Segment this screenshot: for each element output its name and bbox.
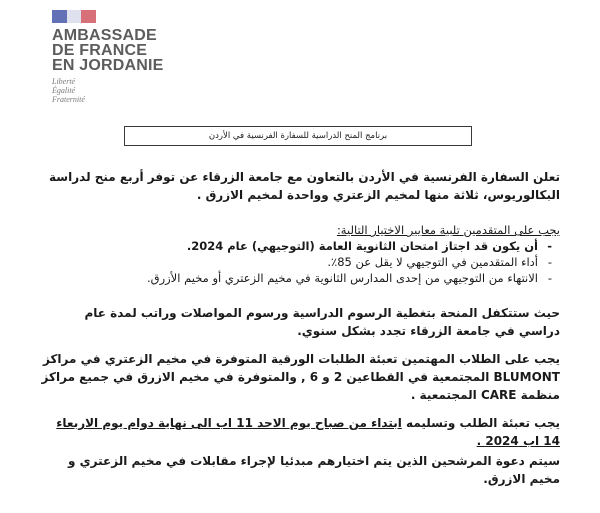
embassy-name-line: AMBASSADE <box>52 27 157 44</box>
deadline-dates: ابتداء من صباح يوم الاحد 11 اب الى نهاية دوام يوم الاربعاء 14 اب 2024 . <box>56 416 560 448</box>
deadline-paragraph <box>40 414 560 450</box>
french-flag-icon <box>52 10 96 23</box>
document-title: برنامج المنح الدراسية للسفارة الفرنسية في الأردن <box>124 126 472 146</box>
application-paragraph <box>40 350 560 404</box>
criteria-heading: يجب على المتقدمين تلبية معايير الاختيار التالية: <box>336 223 560 237</box>
criteria-section <box>40 222 560 286</box>
embassy-logo <box>52 10 164 104</box>
deadline-text <box>40 414 560 450</box>
intro-paragraph <box>40 168 560 204</box>
criteria-item: - أداء المتقدمين في التوجيهي لا يقل عن 85٪. <box>40 254 538 270</box>
embassy-name-line: DE FRANCE <box>52 42 148 59</box>
criteria-item: - الانتهاء من التوجيهي من إحدى المدارس الثانوية في مخيم الزعتري أو مخيم الأزرق. <box>40 270 538 286</box>
criteria-item: - أن يكون قد اجتاز امتحان الثانوية العامة (التوجيهي) عام 2024. <box>40 238 538 254</box>
motto-line: Liberté <box>52 77 76 86</box>
embassy-name <box>52 28 164 73</box>
deadline-prefix: يجب تعبئة الطلب وتسليمه <box>401 416 560 430</box>
application-text: يجب على الطلاب المهتمين تعبئة الطلبات الورقية المتوفرة في مخيم الزعتري في مراكز BLUMONT المجتمعية في القطاعين 2 و 6 , والمتوفرة في مخيم الازرق في جميع مراكز منظمة CARE المجتمعية . <box>41 352 560 402</box>
motto-line: Fraternité <box>52 95 85 104</box>
embassy-name-line: EN JORDANIE <box>52 57 164 74</box>
intro-text: تعلن السفارة الفرنسية في الأردن بالتعاون مع جامعة الزرقاء عن توفر أربع منح لدراسة البكالوريوس، ثلاثة منها لمخيم الزعتري وواحدة لمخيم الازرق . <box>49 170 560 202</box>
criteria-list <box>40 238 560 286</box>
coverage-text: حيث ستتكفل المنحة بتغطية الرسوم الدراسية ورسوم المواصلات وراتب لمدة عام دراسي في جامعة الزرقاء تجدد بشكل سنوي. <box>84 306 560 338</box>
interview-text: سيتم دعوة المرشحين الذين يتم اختيارهم مبدئيا لإجراء مقابلات في مخيم الزعتري و مخيم الازرق. <box>68 454 560 486</box>
republic-motto <box>52 77 164 104</box>
motto-line: Égalité <box>52 86 76 95</box>
flag-blue-stripe <box>52 10 67 23</box>
interview-paragraph <box>40 452 560 488</box>
flag-red-stripe <box>81 10 96 23</box>
flag-white-stripe <box>67 10 82 23</box>
coverage-paragraph <box>40 304 560 340</box>
